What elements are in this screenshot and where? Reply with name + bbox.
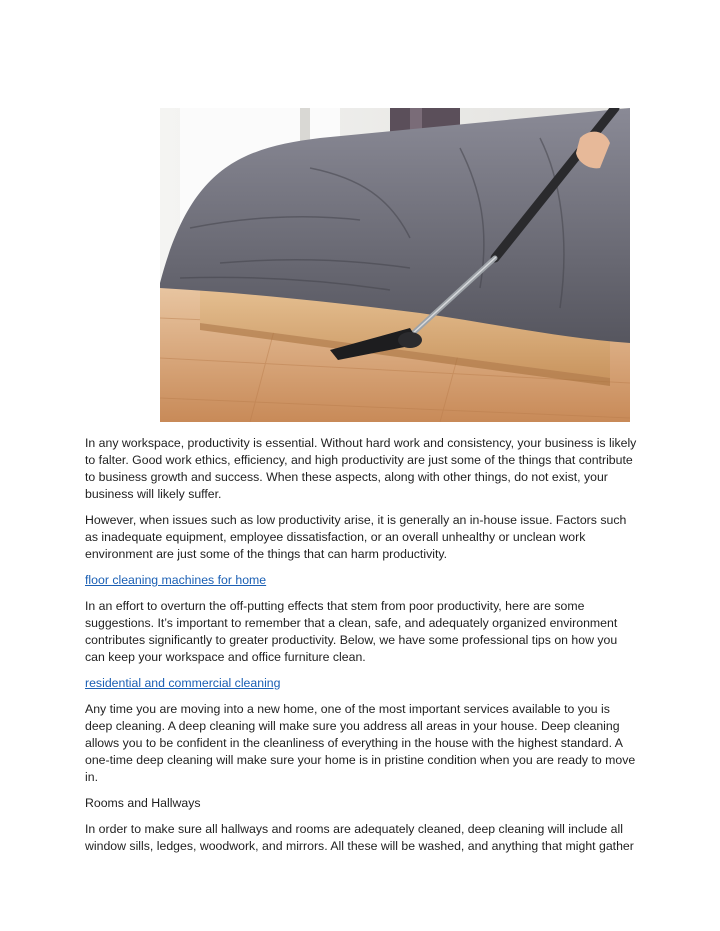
floor-cleaning-link[interactable]: floor cleaning machines for home — [85, 573, 267, 587]
link-paragraph-2 — [85, 675, 637, 692]
paragraph-3: In an effort to overturn the off-putting effects that stem from poor productivity, here are some suggestions. It’s important to remember that a clean, safe, and adequately organized environment contributes significantly to greater productivity. Below, we have some professional tips on how you can keep your workspace and office furniture clean. — [85, 599, 618, 664]
paragraph-1: In any workspace, productivity is essential. Without hard work and consistency, your business is likely to falter. Good work ethics, efficiency, and high productivity are just some of the things that contribute to business growth and success. When these aspects, along with other things, do not exist, your business will likely suffer. — [85, 436, 637, 501]
article-body — [85, 435, 637, 864]
paragraph-5: In order to make sure all hallways and rooms are adequately cleaned, deep cleaning will include all window sills, ledges, woodwork, and mirrors. All these will be washed, and anything that might gather — [85, 822, 634, 853]
link-paragraph-1 — [85, 572, 637, 589]
vacuum-bed-illustration — [160, 108, 630, 422]
paragraph-2: However, when issues such as low productivity arise, it is generally an in-house issue. Factors such as inadequate equipment, employee dissatisfaction, or an overall unhealthy or unclean work environment are just some of the things that can harm productivity. — [85, 513, 627, 561]
section-heading: Rooms and Hallways — [85, 796, 201, 810]
hero-photo — [160, 108, 630, 422]
paragraph-4: Any time you are moving into a new home, one of the most important services available to you is deep cleaning. A deep cleaning will make sure you address all areas in your house. Deep cleaning allows you to be confident in the cleanliness of everything in the house with the highest standard. A one-time deep cleaning will make sure your home is in pristine condition when you are ready to move in. — [85, 702, 636, 784]
residential-cleaning-link[interactable]: residential and commercial cleaning — [85, 676, 281, 690]
